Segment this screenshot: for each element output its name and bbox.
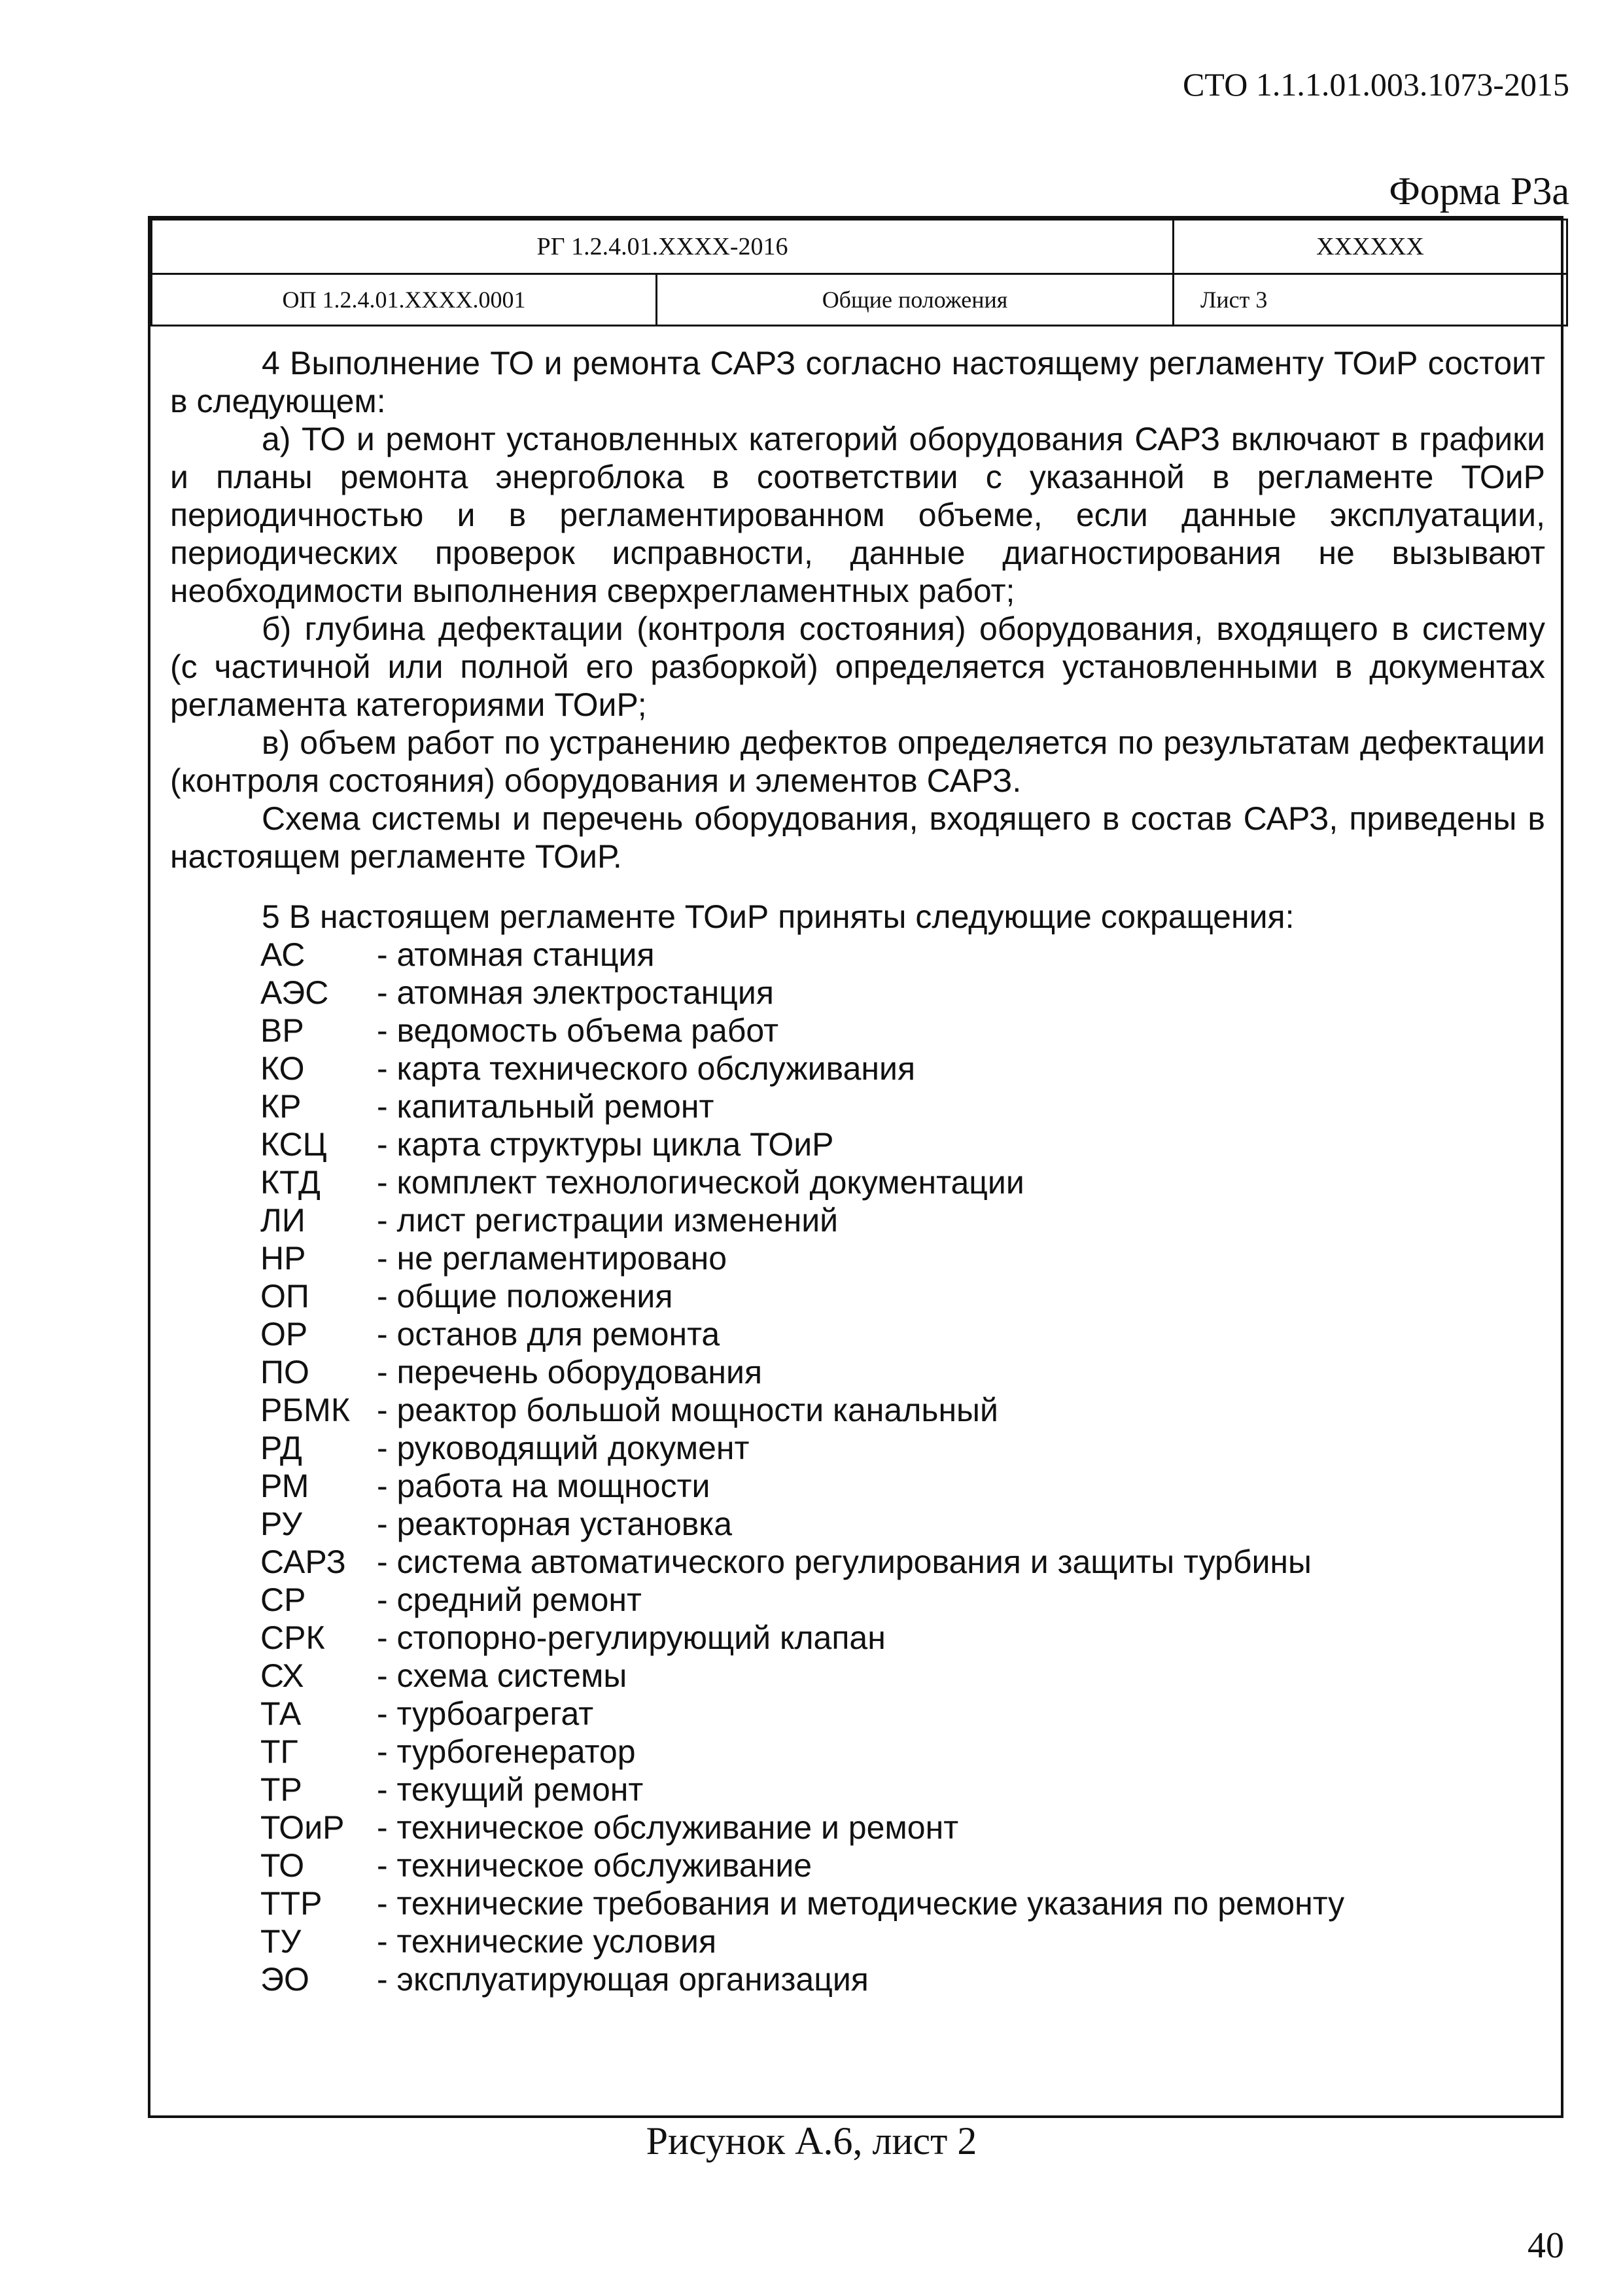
paragraph-4c: в) объем работ по устранению дефектов определяется по результатам дефектации (контроля состояния) оборудования и элементов САРЗ. (170, 724, 1545, 799)
document-code: СТО 1.1.1.01.003.1073-2015 (1183, 66, 1569, 103)
paragraph-4: 4 Выполнение ТО и ремонта САРЗ согласно настоящему регламенту ТОиР состоит в следующем: (170, 345, 1545, 419)
abbreviation-key: ТА (260, 1695, 302, 1732)
form-frame (148, 216, 1563, 2118)
abbreviation-value: - средний ремонт (377, 1581, 642, 1618)
abbreviation-value: - реактор большой мощности канальный (377, 1392, 998, 1428)
abbreviation-key: КТД (260, 1164, 321, 1201)
abbreviation-value: - текущий ремонт (377, 1771, 644, 1808)
paragraph-4b: б) глубина дефектации (контроля состояния) оборудования, входящего в систему (с частичной или полной его разборкой) определяется установленными в документах регламента категориями ТОиР; (170, 610, 1545, 723)
abbreviation-key: НР (260, 1240, 306, 1277)
abbreviation-key: КО (260, 1050, 305, 1087)
abbreviation-key: АС (260, 936, 305, 973)
abbreviation-key: ТТР (260, 1885, 323, 1922)
abbreviation-value: - карта технического обслуживания (377, 1050, 916, 1087)
abbreviation-key: СРК (260, 1619, 325, 1656)
abbreviation-row (170, 1543, 1545, 1581)
abbreviation-value: - стопорно-регулирующий клапан (377, 1619, 886, 1656)
abbreviation-key: КР (260, 1088, 302, 1125)
abbreviation-row (170, 1163, 1545, 1201)
abbreviation-value: - турбоагрегат (377, 1695, 594, 1732)
abbreviation-value: - останов для ремонта (377, 1316, 720, 1352)
abbreviation-row (170, 1505, 1545, 1543)
abbreviation-value: - комплект технологической документации (377, 1164, 1024, 1201)
abbreviation-key: ТГ (260, 1733, 298, 1770)
abbreviation-key: ОП (260, 1278, 309, 1315)
abbreviation-value: - атомная электростанция (377, 974, 774, 1011)
abbreviation-key: РБМК (260, 1392, 350, 1428)
abbreviation-key: ТУ (260, 1923, 302, 1960)
abbreviation-row (170, 936, 1545, 974)
stamp-section-title: Общие положения (657, 274, 1174, 326)
abbreviation-key: СР (260, 1581, 306, 1618)
stamp-sheet: Лист 3 (1174, 274, 1567, 326)
abbreviation-row (170, 1012, 1545, 1050)
abbreviation-row (170, 1733, 1545, 1771)
stamp-section-code: ОП 1.2.4.01.ХХХХ.0001 (152, 274, 657, 326)
abbreviation-value: - ведомость объема работ (377, 1012, 779, 1049)
stamp-code: XXXXXX (1174, 220, 1567, 274)
abbreviation-key: САРЗ (260, 1544, 346, 1580)
abbreviation-value: - атомная станция (377, 936, 655, 973)
abbreviation-row (170, 1771, 1545, 1809)
abbreviation-value: - реакторная установка (377, 1506, 733, 1542)
document-body (170, 344, 1545, 1998)
abbreviation-key: КСЦ (260, 1126, 327, 1163)
abbreviation-value: - капитальный ремонт (377, 1088, 714, 1125)
abbreviation-row (170, 1201, 1545, 1239)
abbreviation-key: СХ (260, 1657, 304, 1694)
abbreviation-list (170, 936, 1545, 1998)
abbreviation-value: - карта структуры цикла ТОиР (377, 1126, 834, 1163)
abbreviation-row (170, 1846, 1545, 1884)
paragraph-scheme: Схема системы и перечень оборудования, входящего в состав САРЗ, приведены в настоящем регламенте ТОиР. (170, 800, 1545, 875)
abbreviation-value: - техническое обслуживание (377, 1847, 812, 1884)
abbreviation-row (170, 1429, 1545, 1467)
abbreviation-row (170, 1467, 1545, 1505)
paragraph-4a: а) ТО и ремонт установленных категорий оборудования САРЗ включают в графики и планы ремонта энергоблока в соответствии с указанной в регламенте ТОиР периодичностью и в регламентированном объеме, если данные эксплуатации, периодических проверок исправности, данные диагностирования не вызывают необходимости выполнения сверхрегламентных работ; (170, 421, 1545, 609)
abbreviation-value: - эксплуатирующая организация (377, 1961, 869, 1998)
abbreviation-value: - перечень оборудования (377, 1354, 763, 1390)
stamp-table (150, 219, 1568, 327)
abbreviation-row (170, 974, 1545, 1012)
abbreviation-key: ВР (260, 1012, 304, 1049)
stamp-row-2 (152, 274, 1567, 326)
abbreviation-key: РМ (260, 1468, 309, 1504)
abbreviation-value: - общие положения (377, 1278, 673, 1315)
form-label: Форма Р3а (1389, 169, 1569, 213)
abbreviation-value: - лист регистрации изменений (377, 1202, 839, 1239)
abbreviation-row (170, 1125, 1545, 1163)
abbreviation-row (170, 1809, 1545, 1846)
figure-caption: Рисунок А.6, лист 2 (646, 2119, 977, 2163)
abbreviation-row (170, 1087, 1545, 1125)
abbreviation-row (170, 1922, 1545, 1960)
abbreviation-key: ПО (260, 1354, 309, 1390)
abbreviation-value: - турбогенератор (377, 1733, 636, 1770)
abbreviation-key: ОР (260, 1316, 308, 1352)
abbreviation-value: - техническое обслуживание и ремонт (377, 1809, 959, 1846)
spacer (170, 875, 1545, 898)
stamp-doc-number: РГ 1.2.4.01.ХХХХ-2016 (152, 220, 1174, 274)
page-number: 40 (1527, 2225, 1564, 2266)
abbreviation-row (170, 1277, 1545, 1315)
abbreviation-value: - система автоматического регулирования и защиты турбины (377, 1544, 1312, 1580)
abbreviation-value: - работа на мощности (377, 1468, 710, 1504)
abbreviation-value: - схема системы (377, 1657, 627, 1694)
abbreviation-key: ТО (260, 1847, 305, 1884)
abbreviation-value: - руководящий документ (377, 1430, 750, 1466)
abbreviation-row (170, 1050, 1545, 1087)
abbreviation-row (170, 1391, 1545, 1429)
abbreviation-row (170, 1581, 1545, 1619)
abbreviation-row (170, 1884, 1545, 1922)
abbreviation-key: ЛИ (260, 1202, 305, 1239)
abbreviation-row (170, 1353, 1545, 1391)
abbreviation-value: - не регламентировано (377, 1240, 727, 1277)
abbreviation-row (170, 1960, 1545, 1998)
abbreviation-key: ТР (260, 1771, 302, 1808)
abbreviation-key: ЭО (260, 1961, 309, 1998)
abbreviation-value: - технические требования и методические указания по ремонту (377, 1885, 1345, 1922)
abbreviation-key: РД (260, 1430, 302, 1466)
abbreviation-row (170, 1657, 1545, 1695)
abbreviation-row (170, 1315, 1545, 1353)
abbreviation-value: - технические условия (377, 1923, 717, 1960)
stamp-row-1 (152, 220, 1567, 274)
abbreviation-row (170, 1695, 1545, 1733)
abbreviation-key: АЭС (260, 974, 329, 1011)
abbreviation-row (170, 1239, 1545, 1277)
abbreviation-row (170, 1619, 1545, 1657)
abbreviation-key: РУ (260, 1506, 303, 1542)
paragraph-5: 5 В настоящем регламенте ТОиР приняты следующие сокращения: (262, 898, 1295, 935)
abbreviation-key: ТОиР (260, 1809, 345, 1846)
